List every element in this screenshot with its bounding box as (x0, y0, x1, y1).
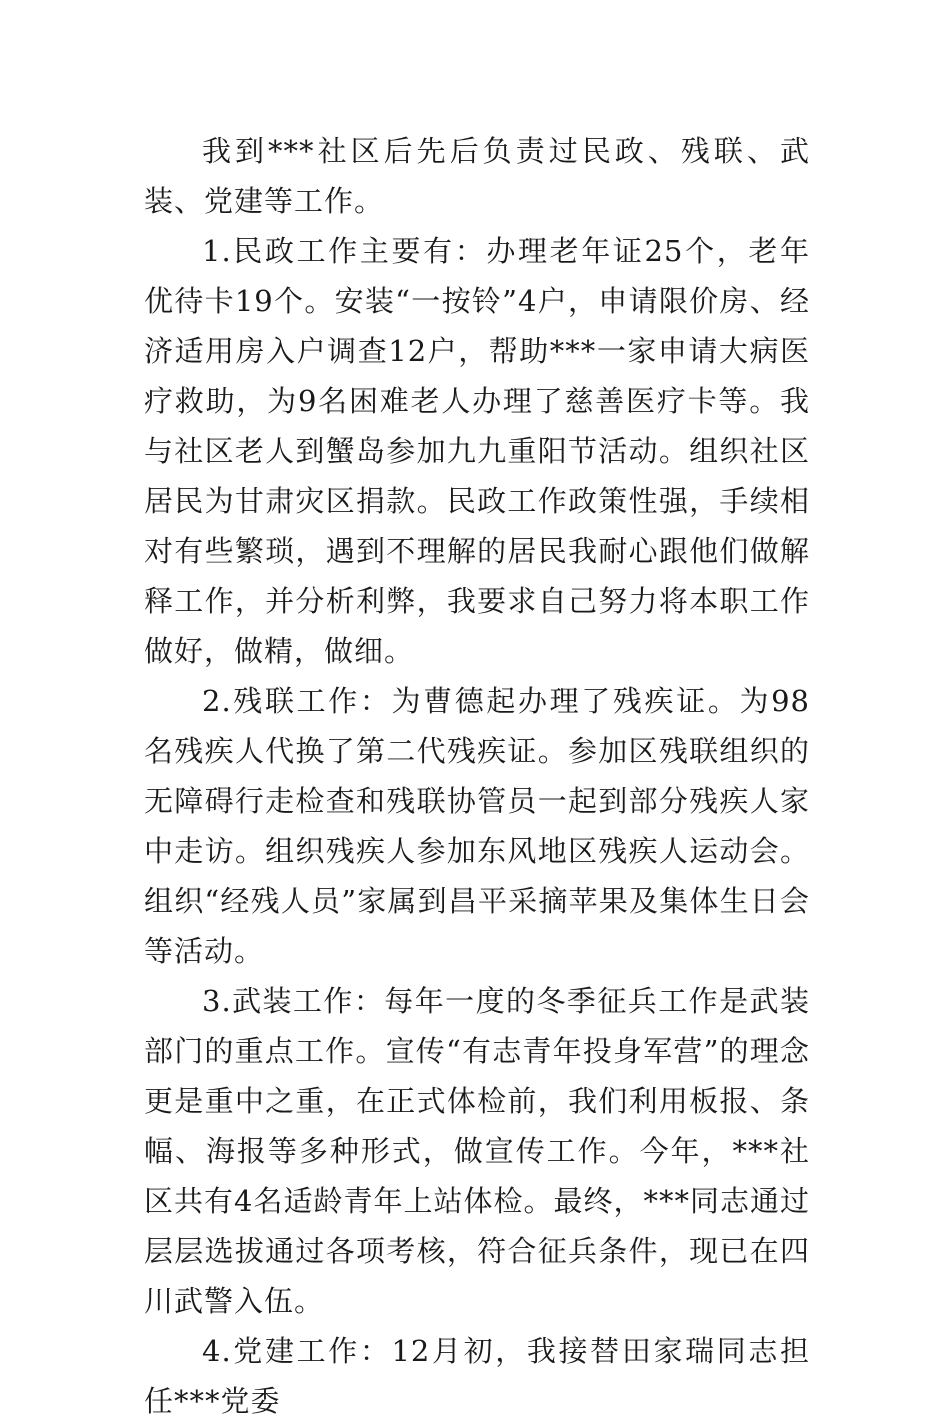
document-body (144, 126, 810, 1426)
paragraph-intro: 我到***社区后先后负责过民政、残联、武装、党建等工作。 (144, 134, 810, 218)
paragraph-armed-forces: 3.武装工作：每年一度的冬季征兵工作是武装部门的重点工作。宣传“有志青年投身军营”的理念更是重中之重，在正式体检前，我们利用板报、条幅、海报等多种形式，做宣传工作。今年，***社区共有4名适龄青年上站体检。最终，***同志通过层层选拔通过各项考核，符合征兵条件，现已在四川武警入伍。 (144, 984, 810, 1318)
paragraph-disability-federation: 2.残联工作：为曹德起办理了残疾证。为98名残疾人代换了第二代残疾证。参加区残联组织的无障碍行走检查和残联协管员一起到部分残疾人家中走访。组织残疾人参加东风地区残疾人运动会。组织“经残人员”家属到昌平采摘苹果及集体生日会等活动。 (144, 684, 810, 968)
paragraph-civil-affairs: 1.民政工作主要有：办理老年证25个，老年优待卡19个。安装“一按铃”4户，申请限价房、经济适用房入户调查12户，帮助***一家申请大病医疗救助，为9名困难老人办理了慈善医疗卡等。我与社区老人到蟹岛参加九九重阳节活动。组织社区居民为甘肃灾区捐款。民政工作政策性强，手续相对有些繁琐，遇到不理解的居民我耐心跟他们做解释工作，并分析利弊，我要求自己努力将本职工作做好，做精，做细。 (144, 234, 810, 668)
paragraph-party-building: 4.党建工作：12月初，我接替田家瑞同志担任***党委 (144, 1334, 810, 1418)
